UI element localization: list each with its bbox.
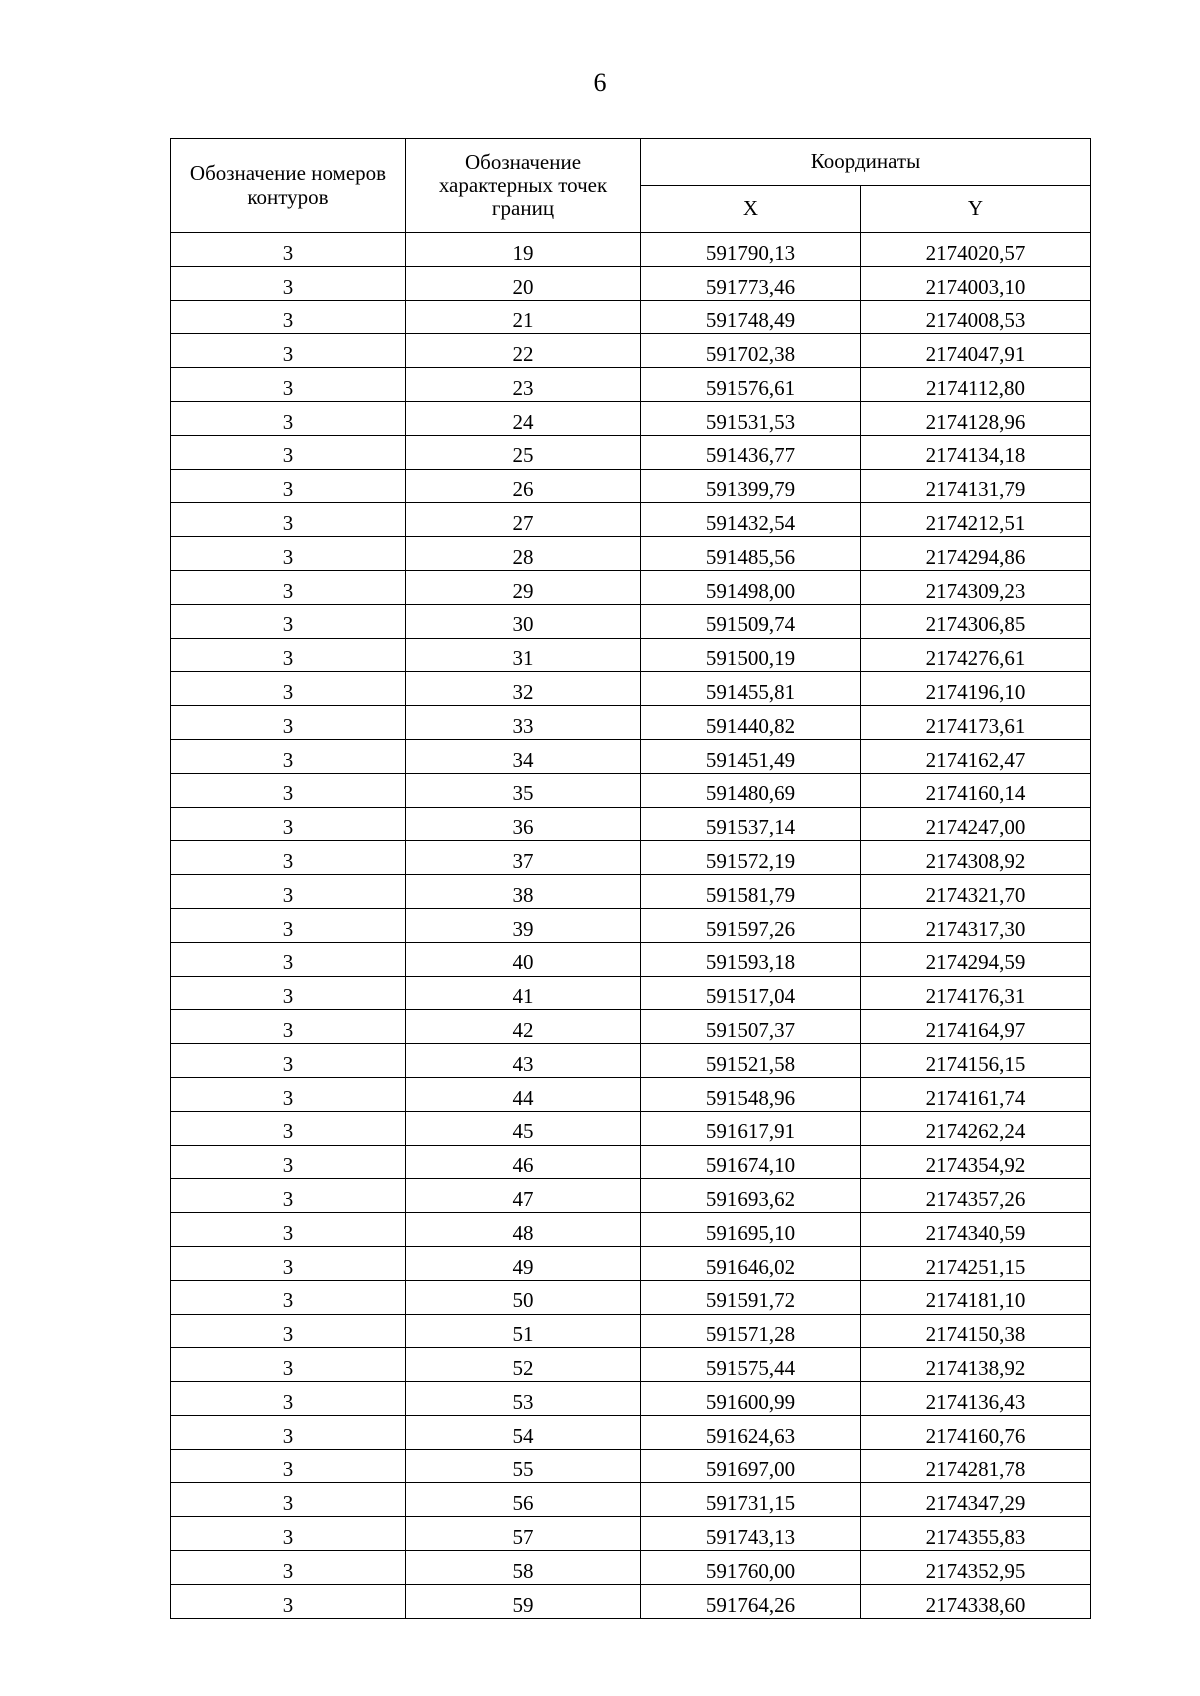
table-row xyxy=(171,1314,1091,1348)
cell-contour: 3 xyxy=(171,1415,406,1449)
cell-point: 36 xyxy=(406,807,641,841)
cell-contour: 3 xyxy=(171,841,406,875)
cell-x: 591432,54 xyxy=(641,503,861,537)
table-row xyxy=(171,1111,1091,1145)
cell-contour: 3 xyxy=(171,1517,406,1551)
cell-y: 2174357,26 xyxy=(861,1179,1091,1213)
cell-point: 23 xyxy=(406,368,641,402)
table-row xyxy=(171,1551,1091,1585)
cell-y: 2174306,85 xyxy=(861,604,1091,638)
cell-x: 591548,96 xyxy=(641,1077,861,1111)
table-row xyxy=(171,368,1091,402)
cell-contour: 3 xyxy=(171,604,406,638)
cell-contour: 3 xyxy=(171,773,406,807)
cell-x: 591624,63 xyxy=(641,1415,861,1449)
table-row xyxy=(171,469,1091,503)
cell-x: 591500,19 xyxy=(641,638,861,672)
cell-y: 2174347,29 xyxy=(861,1483,1091,1517)
cell-contour: 3 xyxy=(171,401,406,435)
table-row xyxy=(171,841,1091,875)
cell-x: 591436,77 xyxy=(641,435,861,469)
table-row xyxy=(171,1213,1091,1247)
table-row xyxy=(171,1010,1091,1044)
cell-point: 33 xyxy=(406,706,641,740)
cell-contour: 3 xyxy=(171,435,406,469)
cell-y: 2174003,10 xyxy=(861,266,1091,300)
cell-y: 2174196,10 xyxy=(861,672,1091,706)
cell-x: 591485,56 xyxy=(641,537,861,571)
table-row xyxy=(171,435,1091,469)
cell-contour: 3 xyxy=(171,1483,406,1517)
cell-point: 52 xyxy=(406,1348,641,1382)
cell-point: 22 xyxy=(406,334,641,368)
page-number: 6 xyxy=(593,68,607,97)
cell-point: 25 xyxy=(406,435,641,469)
cell-point: 41 xyxy=(406,976,641,1010)
cell-x: 591790,13 xyxy=(641,233,861,267)
cell-x: 591531,53 xyxy=(641,401,861,435)
cell-contour: 3 xyxy=(171,1584,406,1618)
cell-point: 58 xyxy=(406,1551,641,1585)
table-row xyxy=(171,1280,1091,1314)
cell-point: 44 xyxy=(406,1077,641,1111)
cell-y: 2174352,95 xyxy=(861,1551,1091,1585)
cell-y: 2174309,23 xyxy=(861,570,1091,604)
table-row xyxy=(171,672,1091,706)
cell-x: 591517,04 xyxy=(641,976,861,1010)
cell-x: 591693,62 xyxy=(641,1179,861,1213)
cell-contour: 3 xyxy=(171,1111,406,1145)
cell-contour: 3 xyxy=(171,570,406,604)
cell-y: 2174340,59 xyxy=(861,1213,1091,1247)
table-row xyxy=(171,942,1091,976)
cell-contour: 3 xyxy=(171,1044,406,1078)
cell-x: 591498,00 xyxy=(641,570,861,604)
table-row xyxy=(171,1348,1091,1382)
cell-contour: 3 xyxy=(171,1246,406,1280)
cell-x: 591597,26 xyxy=(641,908,861,942)
table-row xyxy=(171,266,1091,300)
header-coordinates: Координаты xyxy=(641,139,1091,186)
table-row xyxy=(171,1077,1091,1111)
cell-point: 27 xyxy=(406,503,641,537)
cell-y: 2174212,51 xyxy=(861,503,1091,537)
cell-contour: 3 xyxy=(171,706,406,740)
header-x: X xyxy=(641,186,861,233)
cell-y: 2174321,70 xyxy=(861,875,1091,909)
table-row xyxy=(171,1415,1091,1449)
cell-x: 591399,79 xyxy=(641,469,861,503)
cell-contour: 3 xyxy=(171,1551,406,1585)
cell-point: 32 xyxy=(406,672,641,706)
cell-point: 53 xyxy=(406,1382,641,1416)
cell-y: 2174047,91 xyxy=(861,334,1091,368)
cell-x: 591695,10 xyxy=(641,1213,861,1247)
cell-point: 56 xyxy=(406,1483,641,1517)
cell-point: 40 xyxy=(406,942,641,976)
cell-contour: 3 xyxy=(171,1010,406,1044)
cell-contour: 3 xyxy=(171,300,406,334)
table-row xyxy=(171,875,1091,909)
cell-y: 2174131,79 xyxy=(861,469,1091,503)
header-contour-number: Обозначение номеров контуров xyxy=(171,139,406,233)
cell-x: 591646,02 xyxy=(641,1246,861,1280)
table-row xyxy=(171,1382,1091,1416)
cell-point: 55 xyxy=(406,1449,641,1483)
header-point-designation: Обозначение характерных точек границ xyxy=(406,139,641,233)
cell-y: 2174294,86 xyxy=(861,537,1091,571)
cell-point: 49 xyxy=(406,1246,641,1280)
cell-y: 2174281,78 xyxy=(861,1449,1091,1483)
cell-y: 2174162,47 xyxy=(861,739,1091,773)
cell-y: 2174338,60 xyxy=(861,1584,1091,1618)
cell-contour: 3 xyxy=(171,368,406,402)
table-row xyxy=(171,807,1091,841)
cell-point: 38 xyxy=(406,875,641,909)
cell-x: 591572,19 xyxy=(641,841,861,875)
table-row xyxy=(171,1517,1091,1551)
table-row xyxy=(171,908,1091,942)
cell-x: 591451,49 xyxy=(641,739,861,773)
cell-point: 50 xyxy=(406,1280,641,1314)
table-header xyxy=(171,139,1091,233)
cell-y: 2174181,10 xyxy=(861,1280,1091,1314)
cell-contour: 3 xyxy=(171,334,406,368)
table-row xyxy=(171,334,1091,368)
cell-point: 29 xyxy=(406,570,641,604)
cell-y: 2174112,80 xyxy=(861,368,1091,402)
cell-x: 591697,00 xyxy=(641,1449,861,1483)
cell-point: 39 xyxy=(406,908,641,942)
cell-contour: 3 xyxy=(171,537,406,571)
cell-contour: 3 xyxy=(171,1145,406,1179)
cell-contour: 3 xyxy=(171,875,406,909)
cell-y: 2174294,59 xyxy=(861,942,1091,976)
cell-contour: 3 xyxy=(171,1314,406,1348)
table-body xyxy=(171,233,1091,1619)
cell-point: 37 xyxy=(406,841,641,875)
table-row xyxy=(171,706,1091,740)
cell-point: 59 xyxy=(406,1584,641,1618)
cell-x: 591571,28 xyxy=(641,1314,861,1348)
cell-y: 2174355,83 xyxy=(861,1517,1091,1551)
cell-y: 2174247,00 xyxy=(861,807,1091,841)
cell-x: 591509,74 xyxy=(641,604,861,638)
cell-y: 2174134,18 xyxy=(861,435,1091,469)
cell-point: 48 xyxy=(406,1213,641,1247)
cell-y: 2174276,61 xyxy=(861,638,1091,672)
cell-x: 591674,10 xyxy=(641,1145,861,1179)
header-y: Y xyxy=(861,186,1091,233)
cell-y: 2174020,57 xyxy=(861,233,1091,267)
table-row xyxy=(171,1179,1091,1213)
cell-point: 19 xyxy=(406,233,641,267)
cell-contour: 3 xyxy=(171,1348,406,1382)
cell-contour: 3 xyxy=(171,1179,406,1213)
cell-y: 2174138,92 xyxy=(861,1348,1091,1382)
cell-contour: 3 xyxy=(171,638,406,672)
coordinates-table xyxy=(170,138,1091,1619)
cell-contour: 3 xyxy=(171,739,406,773)
cell-contour: 3 xyxy=(171,908,406,942)
cell-contour: 3 xyxy=(171,976,406,1010)
table-row xyxy=(171,1584,1091,1618)
cell-x: 591702,38 xyxy=(641,334,861,368)
table-row xyxy=(171,537,1091,571)
cell-contour: 3 xyxy=(171,469,406,503)
cell-contour: 3 xyxy=(171,672,406,706)
cell-point: 47 xyxy=(406,1179,641,1213)
table-row xyxy=(171,1246,1091,1280)
table-row xyxy=(171,1044,1091,1078)
cell-x: 591748,49 xyxy=(641,300,861,334)
cell-point: 54 xyxy=(406,1415,641,1449)
table-row xyxy=(171,1449,1091,1483)
table-row xyxy=(171,401,1091,435)
cell-x: 591593,18 xyxy=(641,942,861,976)
cell-y: 2174150,38 xyxy=(861,1314,1091,1348)
cell-contour: 3 xyxy=(171,1449,406,1483)
cell-y: 2174164,97 xyxy=(861,1010,1091,1044)
cell-contour: 3 xyxy=(171,807,406,841)
cell-x: 591600,99 xyxy=(641,1382,861,1416)
cell-x: 591507,37 xyxy=(641,1010,861,1044)
cell-x: 591575,44 xyxy=(641,1348,861,1382)
cell-x: 591764,26 xyxy=(641,1584,861,1618)
table-row xyxy=(171,604,1091,638)
cell-contour: 3 xyxy=(171,233,406,267)
table-row xyxy=(171,503,1091,537)
cell-x: 591576,61 xyxy=(641,368,861,402)
cell-y: 2174173,61 xyxy=(861,706,1091,740)
cell-x: 591731,15 xyxy=(641,1483,861,1517)
cell-contour: 3 xyxy=(171,1280,406,1314)
cell-y: 2174317,30 xyxy=(861,908,1091,942)
cell-point: 24 xyxy=(406,401,641,435)
cell-y: 2174156,15 xyxy=(861,1044,1091,1078)
table-row xyxy=(171,300,1091,334)
table-row xyxy=(171,570,1091,604)
cell-point: 57 xyxy=(406,1517,641,1551)
cell-point: 20 xyxy=(406,266,641,300)
cell-contour: 3 xyxy=(171,942,406,976)
cell-x: 591581,79 xyxy=(641,875,861,909)
cell-point: 46 xyxy=(406,1145,641,1179)
cell-y: 2174262,24 xyxy=(861,1111,1091,1145)
cell-x: 591773,46 xyxy=(641,266,861,300)
cell-point: 28 xyxy=(406,537,641,571)
cell-point: 34 xyxy=(406,739,641,773)
cell-point: 30 xyxy=(406,604,641,638)
cell-x: 591480,69 xyxy=(641,773,861,807)
cell-x: 591455,81 xyxy=(641,672,861,706)
table-row xyxy=(171,638,1091,672)
cell-y: 2174136,43 xyxy=(861,1382,1091,1416)
cell-y: 2174354,92 xyxy=(861,1145,1091,1179)
cell-x: 591617,91 xyxy=(641,1111,861,1145)
cell-point: 43 xyxy=(406,1044,641,1078)
cell-point: 31 xyxy=(406,638,641,672)
table-row xyxy=(171,233,1091,267)
cell-point: 26 xyxy=(406,469,641,503)
cell-contour: 3 xyxy=(171,503,406,537)
cell-y: 2174008,53 xyxy=(861,300,1091,334)
cell-x: 591591,72 xyxy=(641,1280,861,1314)
cell-y: 2174308,92 xyxy=(861,841,1091,875)
cell-x: 591537,14 xyxy=(641,807,861,841)
table-row xyxy=(171,1483,1091,1517)
cell-contour: 3 xyxy=(171,1382,406,1416)
cell-y: 2174160,14 xyxy=(861,773,1091,807)
table-row xyxy=(171,976,1091,1010)
table-row xyxy=(171,739,1091,773)
cell-point: 42 xyxy=(406,1010,641,1044)
cell-y: 2174251,15 xyxy=(861,1246,1091,1280)
cell-point: 21 xyxy=(406,300,641,334)
cell-y: 2174128,96 xyxy=(861,401,1091,435)
cell-contour: 3 xyxy=(171,1077,406,1111)
cell-x: 591760,00 xyxy=(641,1551,861,1585)
cell-point: 51 xyxy=(406,1314,641,1348)
cell-point: 45 xyxy=(406,1111,641,1145)
cell-x: 591743,13 xyxy=(641,1517,861,1551)
cell-contour: 3 xyxy=(171,266,406,300)
cell-x: 591521,58 xyxy=(641,1044,861,1078)
cell-y: 2174176,31 xyxy=(861,976,1091,1010)
table-row xyxy=(171,1145,1091,1179)
cell-y: 2174161,74 xyxy=(861,1077,1091,1111)
cell-contour: 3 xyxy=(171,1213,406,1247)
cell-x: 591440,82 xyxy=(641,706,861,740)
table-row xyxy=(171,773,1091,807)
cell-point: 35 xyxy=(406,773,641,807)
cell-y: 2174160,76 xyxy=(861,1415,1091,1449)
